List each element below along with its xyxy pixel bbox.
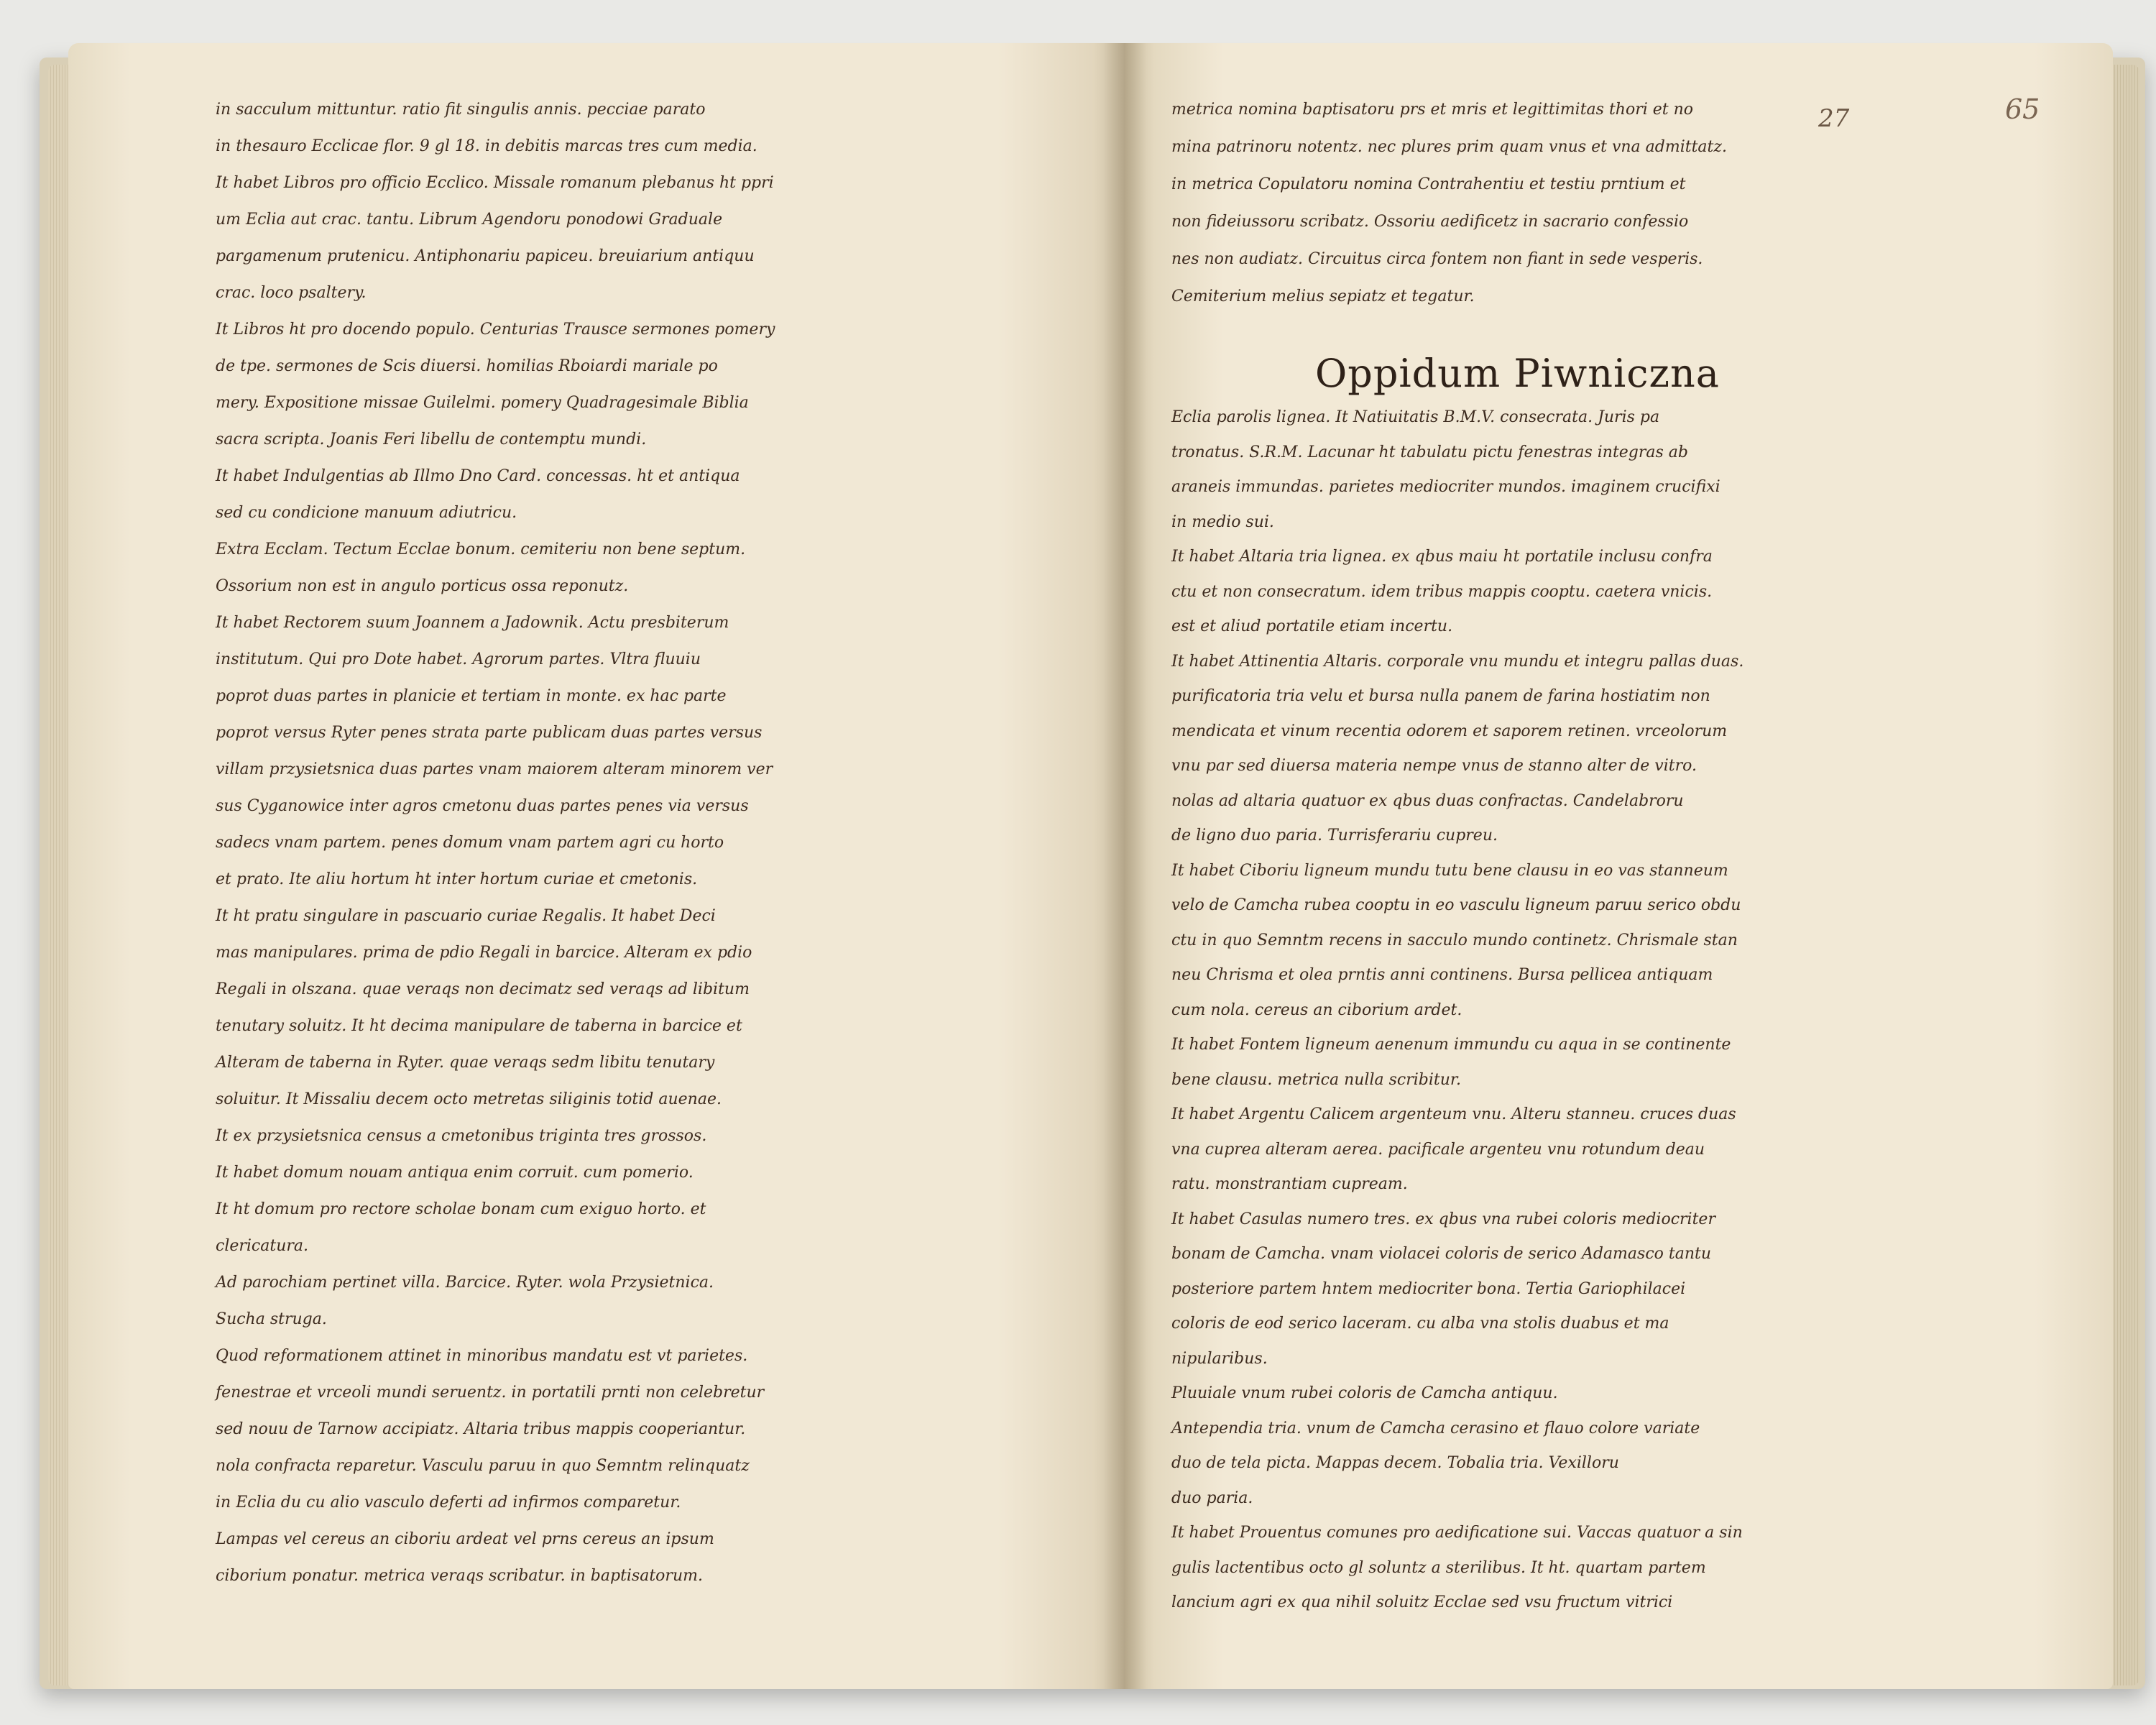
manuscript-line: mas manipulares. prima de pdio Regali in barcice. Alteram ex pdio bbox=[216, 944, 752, 962]
manuscript-line: It habet Indulgentias ab Illmo Dno Card. concessas. ht et antiqua bbox=[216, 467, 740, 485]
manuscript-line: ciborium ponatur. metrica veraqs scribatur. in baptisatorum. bbox=[216, 1567, 703, 1585]
manuscript-line: mina patrinoru notentz. nec plures prim quam vnus et vna admittatz. bbox=[1171, 138, 1727, 156]
manuscript-line: vna cuprea alteram aerea. pacificale argenteu vnu rotundum deau bbox=[1171, 1140, 1705, 1159]
manuscript-line: Extra Ecclam. Tectum Ecclae bonum. cemiteriu non bene septum. bbox=[216, 540, 746, 558]
manuscript-line: sadecs vnam partem. penes domum vnam partem agri cu horto bbox=[216, 834, 724, 852]
manuscript-line: soluitur. It Missaliu decem octo metretas siliginis totid auenae. bbox=[216, 1090, 722, 1108]
manuscript-line: non fideiussoru scribatz. Ossoriu aedificetz in sacrario confessio bbox=[1171, 213, 1689, 231]
manuscript-line: It habet Casulas numero tres. ex qbus vna rubei coloris mediocriter bbox=[1171, 1210, 1715, 1228]
manuscript-line: Sucha struga. bbox=[216, 1310, 327, 1328]
manuscript-line: in sacculum mittuntur. ratio fit singulis annis. pecciae parato bbox=[216, 101, 706, 119]
manuscript-line: duo de tela picta. Mappas decem. Tobalia tria. Vexilloru bbox=[1171, 1454, 1619, 1472]
gutter-fold bbox=[1103, 43, 1146, 1689]
manuscript-line: est et aliud portatile etiam incertu. bbox=[1171, 617, 1453, 635]
manuscript-line: Ossorium non est in angulo porticus ossa reponutz. bbox=[216, 577, 629, 595]
manuscript-line: sus Cyganowice inter agros cmetonu duas partes penes via versus bbox=[216, 797, 749, 815]
manuscript-line: It Libros ht pro docendo populo. Centurias Trausce sermones pomery bbox=[216, 321, 775, 339]
manuscript-line: velo de Camcha rubea cooptu in eo vasculu ligneum paruu serico obdu bbox=[1171, 896, 1741, 914]
manuscript-line: ctu in quo Semntm recens in sacculo mundo continetz. Chrismale stan bbox=[1171, 931, 1738, 949]
manuscript-line: It habet domum nouam antiqua enim corruit. cum pomerio. bbox=[216, 1164, 694, 1182]
manuscript-line: poprot versus Ryter penes strata parte publicam duas partes versus bbox=[216, 724, 763, 742]
manuscript-line: gulis lactentibus octo gl soluntz a sterilibus. It ht. quartam partem bbox=[1171, 1558, 1706, 1577]
manuscript-line: fenestrae et vrceoli mundi seruentz. in portatili prnti non celebretur bbox=[216, 1384, 765, 1402]
manuscript-line: de ligno duo paria. Turrisferariu cupreu. bbox=[1171, 827, 1498, 845]
manuscript-line: ratu. monstrantiam cupream. bbox=[1171, 1175, 1408, 1193]
manuscript-line: Eclia parolis lignea. It Natiuitatis B.M.V. consecrata. Juris pa bbox=[1171, 408, 1660, 426]
manuscript-line: lancium agri ex qua nihil soluitz Ecclae sed vsu fructum vitrici bbox=[1171, 1593, 1673, 1611]
manuscript-line: posteriore partem hntem mediocriter bona. Tertia Gariophilacei bbox=[1171, 1279, 1686, 1298]
manuscript-line: It habet Altaria tria lignea. ex qbus maiu ht portatile inclusu confra bbox=[1171, 548, 1713, 566]
manuscript-line: It habet Rectorem suum Joannem a Jadownik. Actu presbiterum bbox=[216, 614, 729, 632]
manuscript-line: in thesauro Ecclicae flor. 9 gl 18. in debitis marcas tres cum media. bbox=[216, 137, 757, 155]
manuscript-line: Pluuiale vnum rubei coloris de Camcha antiquu. bbox=[1171, 1384, 1558, 1402]
manuscript-line: araneis immundas. parietes mediocriter mundos. imaginem crucifixi bbox=[1171, 478, 1720, 496]
manuscript-line: It ht domum pro rectore scholae bonam cum exiguo horto. et bbox=[216, 1200, 706, 1218]
manuscript-line: nipularibus. bbox=[1171, 1349, 1268, 1368]
manuscript-line: tronatus. S.R.M. Lacunar ht tabulatu pictu fenestras integras ab bbox=[1171, 443, 1689, 461]
manuscript-line: clericatura. bbox=[216, 1237, 309, 1255]
manuscript-line: pargamenum prutenicu. Antiphonariu papiceu. breuiarium antiquu bbox=[216, 247, 755, 265]
manuscript-line: sed nouu de Tarnow accipiatz. Altaria tribus mappis cooperiantur. bbox=[216, 1420, 746, 1438]
manuscript-line: Antependia tria. vnum de Camcha cerasino et flauo colore variate bbox=[1171, 1419, 1700, 1438]
manuscript-line: cum nola. cereus an ciborium ardet. bbox=[1171, 1000, 1462, 1019]
manuscript-line: villam przysietsnica duas partes vnam maiorem alteram minorem ver bbox=[216, 760, 773, 778]
manuscript-line: in Eclia du cu alio vasculo deferti ad infirmos comparetur. bbox=[216, 1494, 681, 1512]
manuscript-line: mery. Expositione missae Guilelmi. pomery Quadragesimale Biblia bbox=[216, 394, 749, 412]
manuscript-line: Regali in olszana. quae veraqs non decimatz sed veraqs ad libitum bbox=[216, 980, 750, 998]
manuscript-line: nes non audiatz. Circuitus circa fontem non fiant in sede vesperis. bbox=[1171, 250, 1703, 268]
manuscript-line: crac. loco psaltery. bbox=[216, 284, 367, 302]
manuscript-line: Quod reformationem attinet in minoribus mandatu est vt parietes. bbox=[216, 1347, 748, 1365]
manuscript-line: duo paria. bbox=[1171, 1489, 1253, 1507]
manuscript-line: It habet Prouentus comunes pro aedificatione sui. Vaccas quatuor a sin bbox=[1171, 1524, 1743, 1542]
manuscript-line: tenutary soluitz. It ht decima manipulare de taberna in barcice et bbox=[216, 1017, 742, 1035]
manuscript-line: Cemiterium melius sepiatz et tegatur. bbox=[1171, 288, 1475, 305]
manuscript-line: sed cu condicione manuum adiutricu. bbox=[216, 504, 517, 522]
manuscript-line: neu Chrisma et olea prntis anni continens. Bursa pellicea antiquam bbox=[1171, 966, 1713, 984]
manuscript-line: bonam de Camcha. vnam violacei coloris de serico Adamasco tantu bbox=[1171, 1245, 1712, 1263]
manuscript-line: poprot duas partes in planicie et tertiam in monte. ex hac parte bbox=[216, 687, 727, 705]
manuscript-line: Lampas vel cereus an ciboriu ardeat vel prns cereus an ipsum bbox=[216, 1530, 714, 1548]
manuscript-line: It ht pratu singulare in pascuario curiae Regalis. It habet Deci bbox=[216, 907, 716, 925]
manuscript-line: coloris de eod serico laceram. cu alba vna stolis duabus et ma bbox=[1171, 1315, 1669, 1333]
manuscript-line: It habet Libros pro officio Ecclico. Missale romanum plebanus ht ppri bbox=[216, 174, 774, 192]
manuscript-line: It habet Fontem ligneum aenenum immundu cu aqua in se continente bbox=[1171, 1036, 1731, 1054]
manuscript-line: bene clausu. metrica nulla scribitur. bbox=[1171, 1070, 1461, 1089]
page-number: 27 bbox=[1818, 104, 1850, 133]
manuscript-line: Ad parochiam pertinet villa. Barcice. Ryter. wola Przysietnica. bbox=[216, 1274, 714, 1292]
manuscript-line: metrica nomina baptisatoru prs et mris et legittimitas thori et no bbox=[1171, 101, 1694, 119]
manuscript-line: ctu et non consecratum. idem tribus mappis cooptu. caetera vnicis. bbox=[1171, 582, 1713, 601]
manuscript-line: et prato. Ite aliu hortum ht inter hortum curiae et cmetonis. bbox=[216, 870, 698, 888]
manuscript-line: mendicata et vinum recentia odorem et saporem retinen. vrceolorum bbox=[1171, 722, 1728, 740]
section-heading: Oppidum Piwniczna bbox=[1315, 351, 1720, 396]
manuscript-line: It ex przysietsnica census a cmetonibus triginta tres grossos. bbox=[216, 1127, 707, 1145]
manuscript-line: It habet Ciboriu ligneum mundu tutu bene clausu in eo vas stanneum bbox=[1171, 861, 1728, 880]
manuscript-line: nolas ad altaria quatuor ex qbus duas confractas. Candelabroru bbox=[1171, 791, 1684, 810]
manuscript-line: in metrica Copulatoru nomina Contrahentiu et testiu prntium et bbox=[1171, 175, 1686, 193]
manuscript-line: vnu par sed diuersa materia nempe vnus de stanno alter de vitro. bbox=[1171, 757, 1697, 775]
manuscript-line: um Eclia aut crac. tantu. Librum Agendoru ponodowi Graduale bbox=[216, 211, 723, 229]
manuscript-line: de tpe. sermones de Scis diuersi. homilias Rboiardi mariale po bbox=[216, 357, 718, 375]
manuscript-line: in medio sui. bbox=[1171, 512, 1274, 531]
manuscript-line: Alteram de taberna in Ryter. quae veraqs sedm libitu tenutary bbox=[216, 1054, 715, 1072]
manuscript-line: It habet Attinentia Altaris. corporale vnu mundu et integru pallas duas. bbox=[1171, 652, 1744, 671]
manuscript-line: sacra scripta. Joanis Feri libellu de contemptu mundi. bbox=[216, 431, 647, 448]
manuscript-line: nola confracta reparetur. Vasculu paruu in quo Semntm relinquatz bbox=[216, 1457, 750, 1475]
manuscript-line: institutum. Qui pro Dote habet. Agrorum partes. Vltra fluuiu bbox=[216, 650, 701, 668]
leaf-number: 65 bbox=[2005, 93, 2040, 125]
manuscript-line: purificatoria tria velu et bursa nulla panem de farina hostiatim non bbox=[1171, 687, 1710, 705]
manuscript-line: It habet Argentu Calicem argenteum vnu. Alteru stanneu. cruces duas bbox=[1171, 1105, 1736, 1123]
right-page-stack bbox=[2109, 65, 2139, 1685]
